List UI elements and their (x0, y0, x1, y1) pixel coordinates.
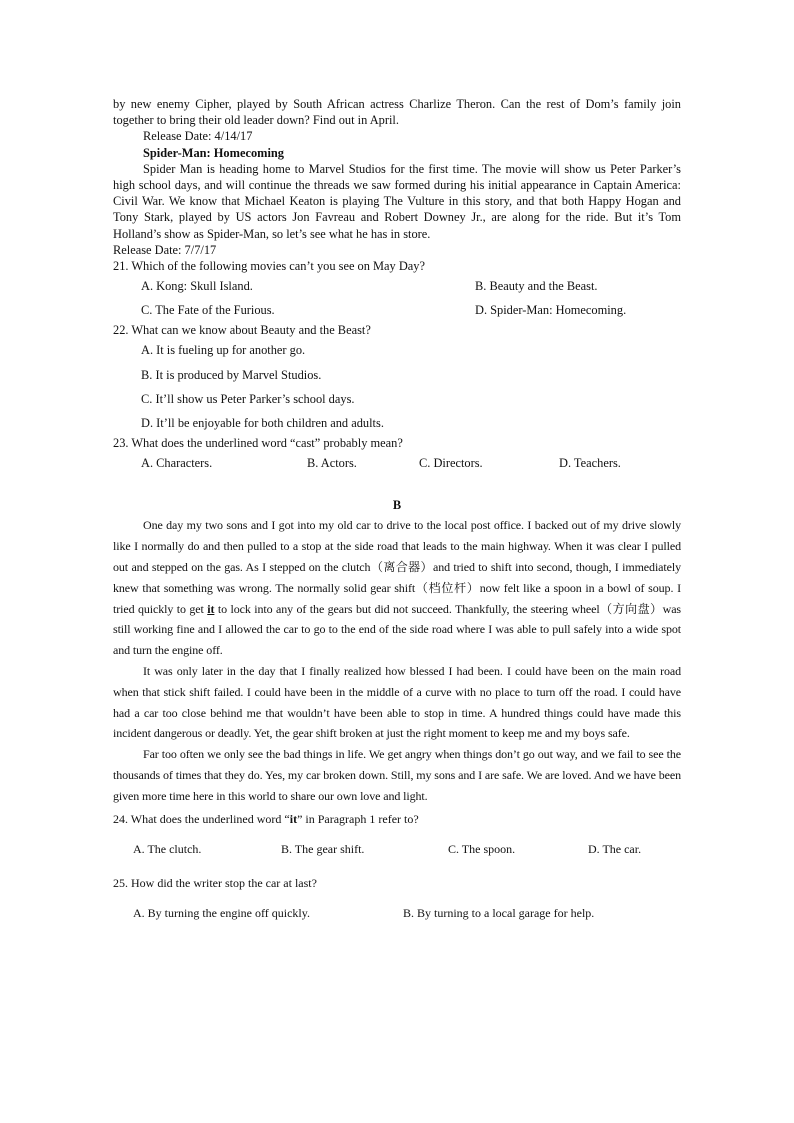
question-21-stem: 21. Which of the following movies can’t you see on May Day? (113, 259, 425, 274)
option-23-c[interactable]: C. Directors. (419, 456, 483, 471)
p1-text-before: One day my two sons and I got into my old car to drive to the local post office. I backed out of my drive slowly like I normally do and then pulled to a stop at the side road that leads to the main highway. When it was clear I pulled out and stepped on the gas. As I stepped on the clutch（离合器）and tried to shift into second, though, I immediately knew that something was wrong. The normally solid gear shift（档位杆）now felt like a spoon in a bowl of soup. I tried quickly to get (113, 518, 681, 616)
option-25-a[interactable]: A. By turning the engine off quickly. (133, 906, 310, 921)
q24-stem-it: it (289, 811, 298, 826)
question-21-options-row2 (113, 298, 681, 322)
release-date-1: Release Date: 4/14/17 (143, 129, 253, 144)
question-23-stem: 23. What does the underlined word “cast” probably mean? (113, 436, 403, 451)
question-21-options-row1 (113, 274, 681, 298)
option-21-b[interactable]: B. Beauty and the Beast. (475, 279, 598, 294)
underlined-it: it (207, 601, 215, 616)
question-25-stem: 25. How did the writer stop the car at last? (113, 875, 317, 890)
option-22-d[interactable]: D. It’ll be enjoyable for both children and adults. (141, 416, 384, 430)
question-22-stem: 22. What can we know about Beauty and the Beast? (113, 323, 371, 338)
release-date-2: Release Date: 7/7/17 (113, 242, 217, 257)
q24-stem-before: 24. What does the underlined word “ (113, 811, 290, 826)
q24-stem-after: ” in Paragraph 1 refer to? (297, 811, 419, 826)
option-23-d[interactable]: D. Teachers. (559, 456, 621, 471)
passage-b-paragraph-2: It was only later in the day that I finally realized how blessed I had been. I could have been on the main road when that stick shift failed. I could have been in the middle of a curve with no place to turn off the road. I could have had a car too close behind me that wouldn’t have been able to stop in time. A hundred things could have made this incident dangerous or deadly. Yet, the gear shift broken at just the right moment to keep me and my boys safe. (113, 663, 681, 741)
option-21-c[interactable]: C. The Fate of the Furious. (141, 303, 275, 318)
option-24-c[interactable]: C. The spoon. (448, 842, 516, 857)
p1-text-after: to lock into any of the gears but did not succeed. Thankfully, the steering wheel（方向盘）was still working fine and I allowed the car to go to the end of the side road where I was able to pull safely into a wide spot and turn the engine off. (113, 601, 681, 658)
option-23-a[interactable]: A. Characters. (141, 456, 213, 471)
passage-b-paragraph-3: Far too often we only see the bad things in life. We get angry when things don’t go out way, and we fail to see the thousands of times that they do. Yes, my car broken down. Still, my sons and I are safe. We are loved. And we have been given more time here in this world to share our own love and light. (113, 747, 681, 803)
option-23-b[interactable]: B. Actors. (307, 456, 357, 471)
passage-b-paragraph-1 (113, 515, 681, 661)
option-22-b[interactable]: B. It is produced by Marvel Studios. (141, 367, 322, 382)
question-23-options (113, 451, 681, 475)
option-22-c[interactable]: C. It’ll show us Peter Parker’s school days. (141, 391, 355, 406)
document-page (113, 96, 681, 935)
movie-title: Spider-Man: Homecoming (143, 145, 284, 160)
question-24-options (113, 829, 681, 871)
option-22-a[interactable]: A. It is fueling up for another go. (141, 343, 306, 358)
option-25-b[interactable]: B. By turning to a local garage for help. (403, 906, 595, 921)
option-24-d[interactable]: D. The car. (588, 842, 642, 857)
option-21-a[interactable]: A. Kong: Skull Island. (141, 279, 253, 294)
question-25-options (113, 893, 681, 935)
option-21-d[interactable]: D. Spider-Man: Homecoming. (475, 303, 627, 318)
option-24-b[interactable]: B. The gear shift. (281, 842, 365, 857)
movie-description: Spider Man is heading home to Marvel Studios for the first time. The movie will show us Peter Parker’s high school days, and will continue the threads we saw formed during his initial appearance in Captain America: Civil War. We know that Michael Keaton is playing The Vulture in this story, and that both Happy Hogan and Tony Stark, played by US actors Jon Favreau and Robert Downey Jr., are along for the ride. But it’s Tom Holland’s show as Spider-Man, so let’s see what he has in store. (113, 161, 681, 241)
section-b-heading: B (392, 498, 402, 513)
option-24-a[interactable]: A. The clutch. (133, 842, 202, 857)
intro-tail-paragraph: by new enemy Cipher, played by South African actress Charlize Theron. Can the rest of Dom’s family join together to bring their old leader down? Find out in April. (113, 97, 681, 128)
question-24-stem (113, 809, 681, 829)
